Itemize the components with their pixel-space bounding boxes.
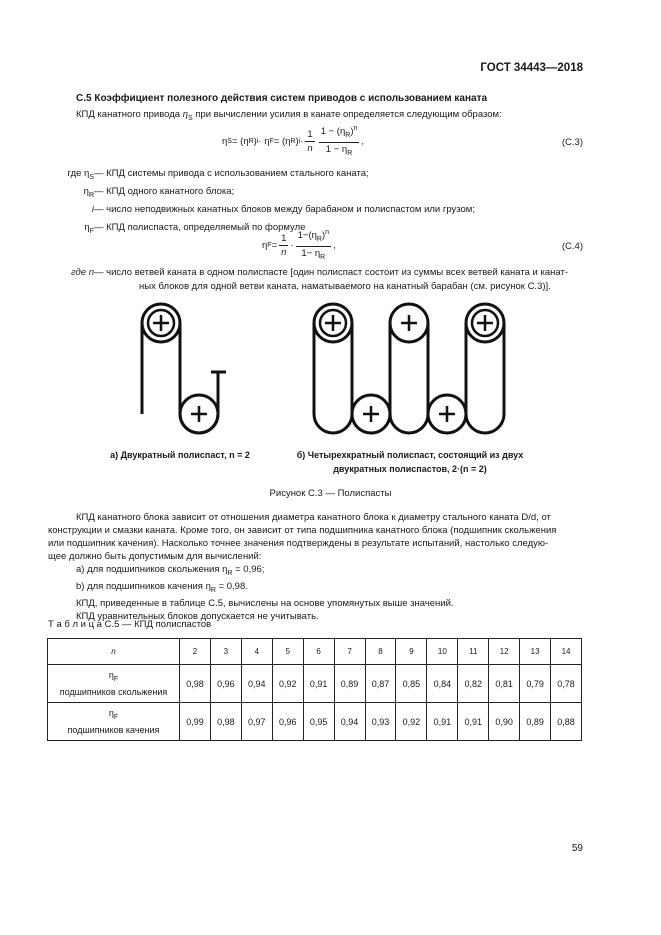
formula-c3-number: (С.3) [561,137,583,148]
table-cell: 0,94 [334,703,365,741]
table-cell: 0,81 [489,665,520,703]
movable-pulley-b2 [428,395,466,433]
table-header-cell: 5 [272,639,303,665]
page-number: 59 [571,843,583,854]
table-cell: 0,93 [365,703,396,741]
legend-row: $\eta_R$ — КПД одного канатного блока; [83,185,235,199]
table-cell: 0,90 [489,703,520,741]
table-row [48,703,582,741]
table-header-cell: 12 [489,639,520,665]
list-item: a) для подшипников скольжения $\eta_R = 0,96$; [76,564,265,577]
table-cell: 0,99 [180,703,211,741]
formula-c4: η F = $\frac{1}{n}$ · $\frac{1-(\eta_R)^n}{1- \eta_R}$ , [262,229,336,261]
fraction-efficiency: $\frac{1 - (\eta_R)^n}{1 - \eta_R}$ [320,125,358,157]
fixed-pulley-a [142,304,180,342]
section-intro: КПД канатного привода $\eta_S$ при вычислении усилия в канате определяется следующим образом: [76,109,502,122]
figure-caption-b: б) Четырехкратный полиспаст, состоящий из двух двукратных полиспастов, 2·(n = 2) [296,450,524,474]
section-title: С.5 Коэффициент полезного действия систем приводов с использованием каната [76,93,488,104]
formula-c3: η S = (η R ) i · η F = (η R ) i · $\frac{1}{n}$ $\frac{1 - (\eta_R)^n}{1 - \eta_R}$ , [222,125,365,157]
list-item: b) для подшипников качения $\eta_R = 0,98$. [76,580,248,594]
table-cell: 0,96 [272,703,303,741]
formula-c4-number: (С.4) [561,241,583,252]
table-header-row [48,639,582,665]
table-cell: 0,97 [241,703,272,741]
table-cell: 0,84 [427,665,458,703]
table-cell: 0,85 [396,665,427,703]
fixed-pulley-b2 [466,304,504,342]
table-cell: 0,96 [210,665,241,703]
formula-c3-legend [48,167,475,239]
table-cell: 0,87 [365,665,396,703]
table-header-cell: 4 [241,639,272,665]
body-paragraph: КПД канатного блока зависит от отношения диаметра канатного блока к диаметру стального каната D/d, от конструкции и смазки каната. Кроме того, он зависит от типа подшипника канатного блока (подшипник скольжения или подшипник качения). Насколько точнее значения подтверждены в результате испытаний, настолько следую- щее должно быть допустимым для вычислений: a) для подшипников скольжения $\eta_R = 0,96$; b) для подшипников качения $\eta_R = 0,98$. КПД, приведенные в таблице С.5, вычислены на основе упомянутых выше значений. КПД уравнительных блоков допускается не учитывать. [48,511,583,623]
fraction-one-over-n: $\frac{1}{n}$ [281,232,287,258]
table-header-cell: 6 [303,639,334,665]
legend-row: где $\eta_S$ — КПД системы привода с использованием стального каната; [67,168,369,181]
figure-caption-a: а) Двукратный полиспаст, n = 2 [110,450,250,460]
table-cell: 0,91 [458,703,489,741]
movable-pulley-a [180,395,218,433]
efficiency-table [47,638,582,741]
table-header-cell: 14 [551,639,582,665]
table-cell: 0,79 [520,665,551,703]
table-header-cell: 7 [334,639,365,665]
table-header-cell: 13 [520,639,551,665]
table-row [48,665,582,703]
formula-c4-legend: где n — число ветвей каната в одном полиспасте [один полиспаст состоит из суммы всех ветвей каната и канат- ных блоков для одной ветви каната, наматываемого на канатный барабан (см. рисунок С.3)]. [70,267,568,292]
table-header-cell: 3 [210,639,241,665]
row-label: $\eta_F$ подшипников качения [48,703,180,741]
table-cell: 0,82 [458,665,489,703]
table-cell: 0,95 [303,703,334,741]
fixed-pulley-b1 [314,304,352,342]
table-header-n: n [48,639,180,665]
table-header-cell: 10 [427,639,458,665]
table-cell: 0,78 [551,665,582,703]
pulley-diagram [0,296,661,436]
equalizer-pulley-b [390,304,428,342]
fraction-efficiency: $\frac{1-(\eta_R)^n}{1- \eta_R}$ [297,229,330,261]
document-header: ГОСТ 34443—2018 [480,62,583,74]
table-cell: 0,98 [180,665,211,703]
table-header-cell: 9 [396,639,427,665]
table-cell: 0,92 [272,665,303,703]
legend-row: i — число неподвижных канатных блоков между барабаном и полиспастом или грузом; [91,203,475,215]
table-cell: 0,91 [427,703,458,741]
table-cell: 0,92 [396,703,427,741]
fraction-one-over-n: $\frac{1}{n}$ [307,128,313,154]
table-cell: 0,88 [551,703,582,741]
legend-row: $\eta_F$ — КПД полиспаста, определяемый по формуле [84,221,306,235]
figure-title: Рисунок С.3 — Полиспасты [269,488,392,499]
table-title: Т а б л и ц а С.5 — КПД полиспастов [48,619,212,630]
table-header-cell: 11 [458,639,489,665]
table-cell: 0,98 [210,703,241,741]
table-cell: 0,89 [334,665,365,703]
table-cell: 0,94 [241,665,272,703]
movable-pulley-b1 [352,395,390,433]
table-cell: 0,91 [303,665,334,703]
table-header-cell: 8 [365,639,396,665]
table-cell: 0,89 [520,703,551,741]
table-header-cell: 2 [180,639,211,665]
row-label: $\eta_F$ подшипников скольжения [48,665,180,703]
